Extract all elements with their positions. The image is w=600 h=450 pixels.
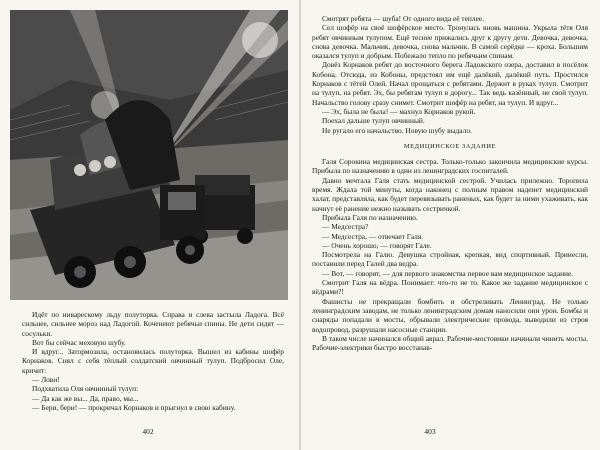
truck-illustration [10,10,288,300]
right-page-text [312,14,588,352]
left-paragraph: Подхватила Оля овчинный тулуп: [32,384,139,394]
left-paragraph: — Бери, бери! — прокричал Корнаков и прыгнул в свою кабину. [32,402,236,412]
left-page-number: 402 [142,427,154,436]
right-paragraph: Смотрят ребята — шуба! От одного вида её теплее. [322,14,484,23]
truck-illustration-svg [10,10,288,300]
right-paragraph: Довёз Корнаков ребят до восточного берега Ладожского озера, доставил в посёлок Кобона. Отсюда, из Кобоны, предстоял им ещё далёкий, далёкий путь. Простился Корнаков с тётей Олей. Начал прощаться с ребятами. Держит в руках тулуп. Смотрит на тулуп, на ребят. Эх, бы ребятам тулуп в дорогу... Так ведь казённый, не свой тулуп. Начальство голову сразу снимет. Смотрит шофёр на ребят, на тулуп. И вдруг... [312,60,588,107]
right-paragraph: — Медсестра, — отвечает Галя. [322,231,424,241]
right-paragraph: Галя Сорокина медицинская сестра. Только-только закончила медицинские курсы. Прибыла по назначению в один из ленинградских госпиталей. [312,157,588,176]
right-paragraph: Прибыла Галя по назначению. [322,212,418,222]
section-title: МЕДИЦИНСКОЕ ЗАДАНИЕ [403,142,497,150]
left-paragraph: — Да как же вы... Да, право, мы... [32,393,139,403]
right-page-number: 403 [424,427,436,436]
right-paragraph: Сел шофёр на своё шофёрское место. Тронулась вновь машина. Укрыла тётя Оля ребят овчинным тулупом. Ещё теснее прижались друг к другу дети. Девочка, девочка, снова девочка. Мальчик, девочка, снова мальчик. В самой серёдке — кроха. Большим оказался тулуп и добрым. Побежало тепло по ребячьим спинам. [312,23,588,61]
right-paragraph: В таком числе начинался общий аврал. Рабочие-мостовики начинали чинить мосты. Рабочие-электрики быстро восстанав- [312,333,588,353]
right-paragraph: — Медсестра? [322,222,369,232]
left-page-text [22,310,284,412]
right-paragraph: — Очень хорошо, — говорят Гале. [322,240,432,250]
right-paragraph: Не ругало его начальство. Новую шубу выдало. [322,125,472,135]
left-paragraph: Идёт по ниварескому льду полуторка. Справа и слева застыла Ладога. Всё сильнее, сильнее мороз над Ладогой. Коченеют ребячьи спины. Не дети сидят — сосульки. [22,310,284,338]
right-paragraph: Посмотрела на Галю. Девушка стройная, крепкая, вид спортивный. Принесли, поставили перед Галей два ведра. [312,250,588,269]
left-paragraph: Вот бы сейчас меховую шубу. [32,337,126,347]
right-paragraph: Фашисты не прекращали бомбить и обстреливать Ленинград. Не только ленинградским заводам, не только ленинградским домам наносили они урон. Бомбы и снаряды попадали в мосты, обрывали электрические провода, выводили из строя водопровод, разрушали насосные станции. [312,296,588,334]
right-paragraph: Смотрит Галя на вёдра. Понимает: что-то не то. Какое же задание медицинское с вёдрами?! [312,278,588,297]
right-page [300,0,600,450]
left-paragraph: — Лови! [32,375,60,385]
right-paragraph: Поехал дальше тулуп овчинный. [322,116,425,126]
right-paragraph: Давно мечтала Галя стать медицинской сестрой. Училась прилежно. Торопила время. Ждала той минуты, когда наконец с полным правом наденет медицинский халат, представляла, как будет перевязывать раненых, как будет за ними ухаживать, как начнут её ранение нежно называть сестричкой. [312,175,588,213]
right-paragraph: — Эх, была не была! — махнул Корнаков рукой. [322,106,476,116]
left-paragraph: И вдруг... Затормозила, остановилась полуторка. Вышел из кабины шофёр Корнаков. Снял с себя тёплый солдатский овчинный тулуп. Подбросил Оле, кричит: [22,347,284,375]
right-paragraph: — Вот, — говорят, — для первого знакомства первое вам медицинское задание. [322,268,574,278]
